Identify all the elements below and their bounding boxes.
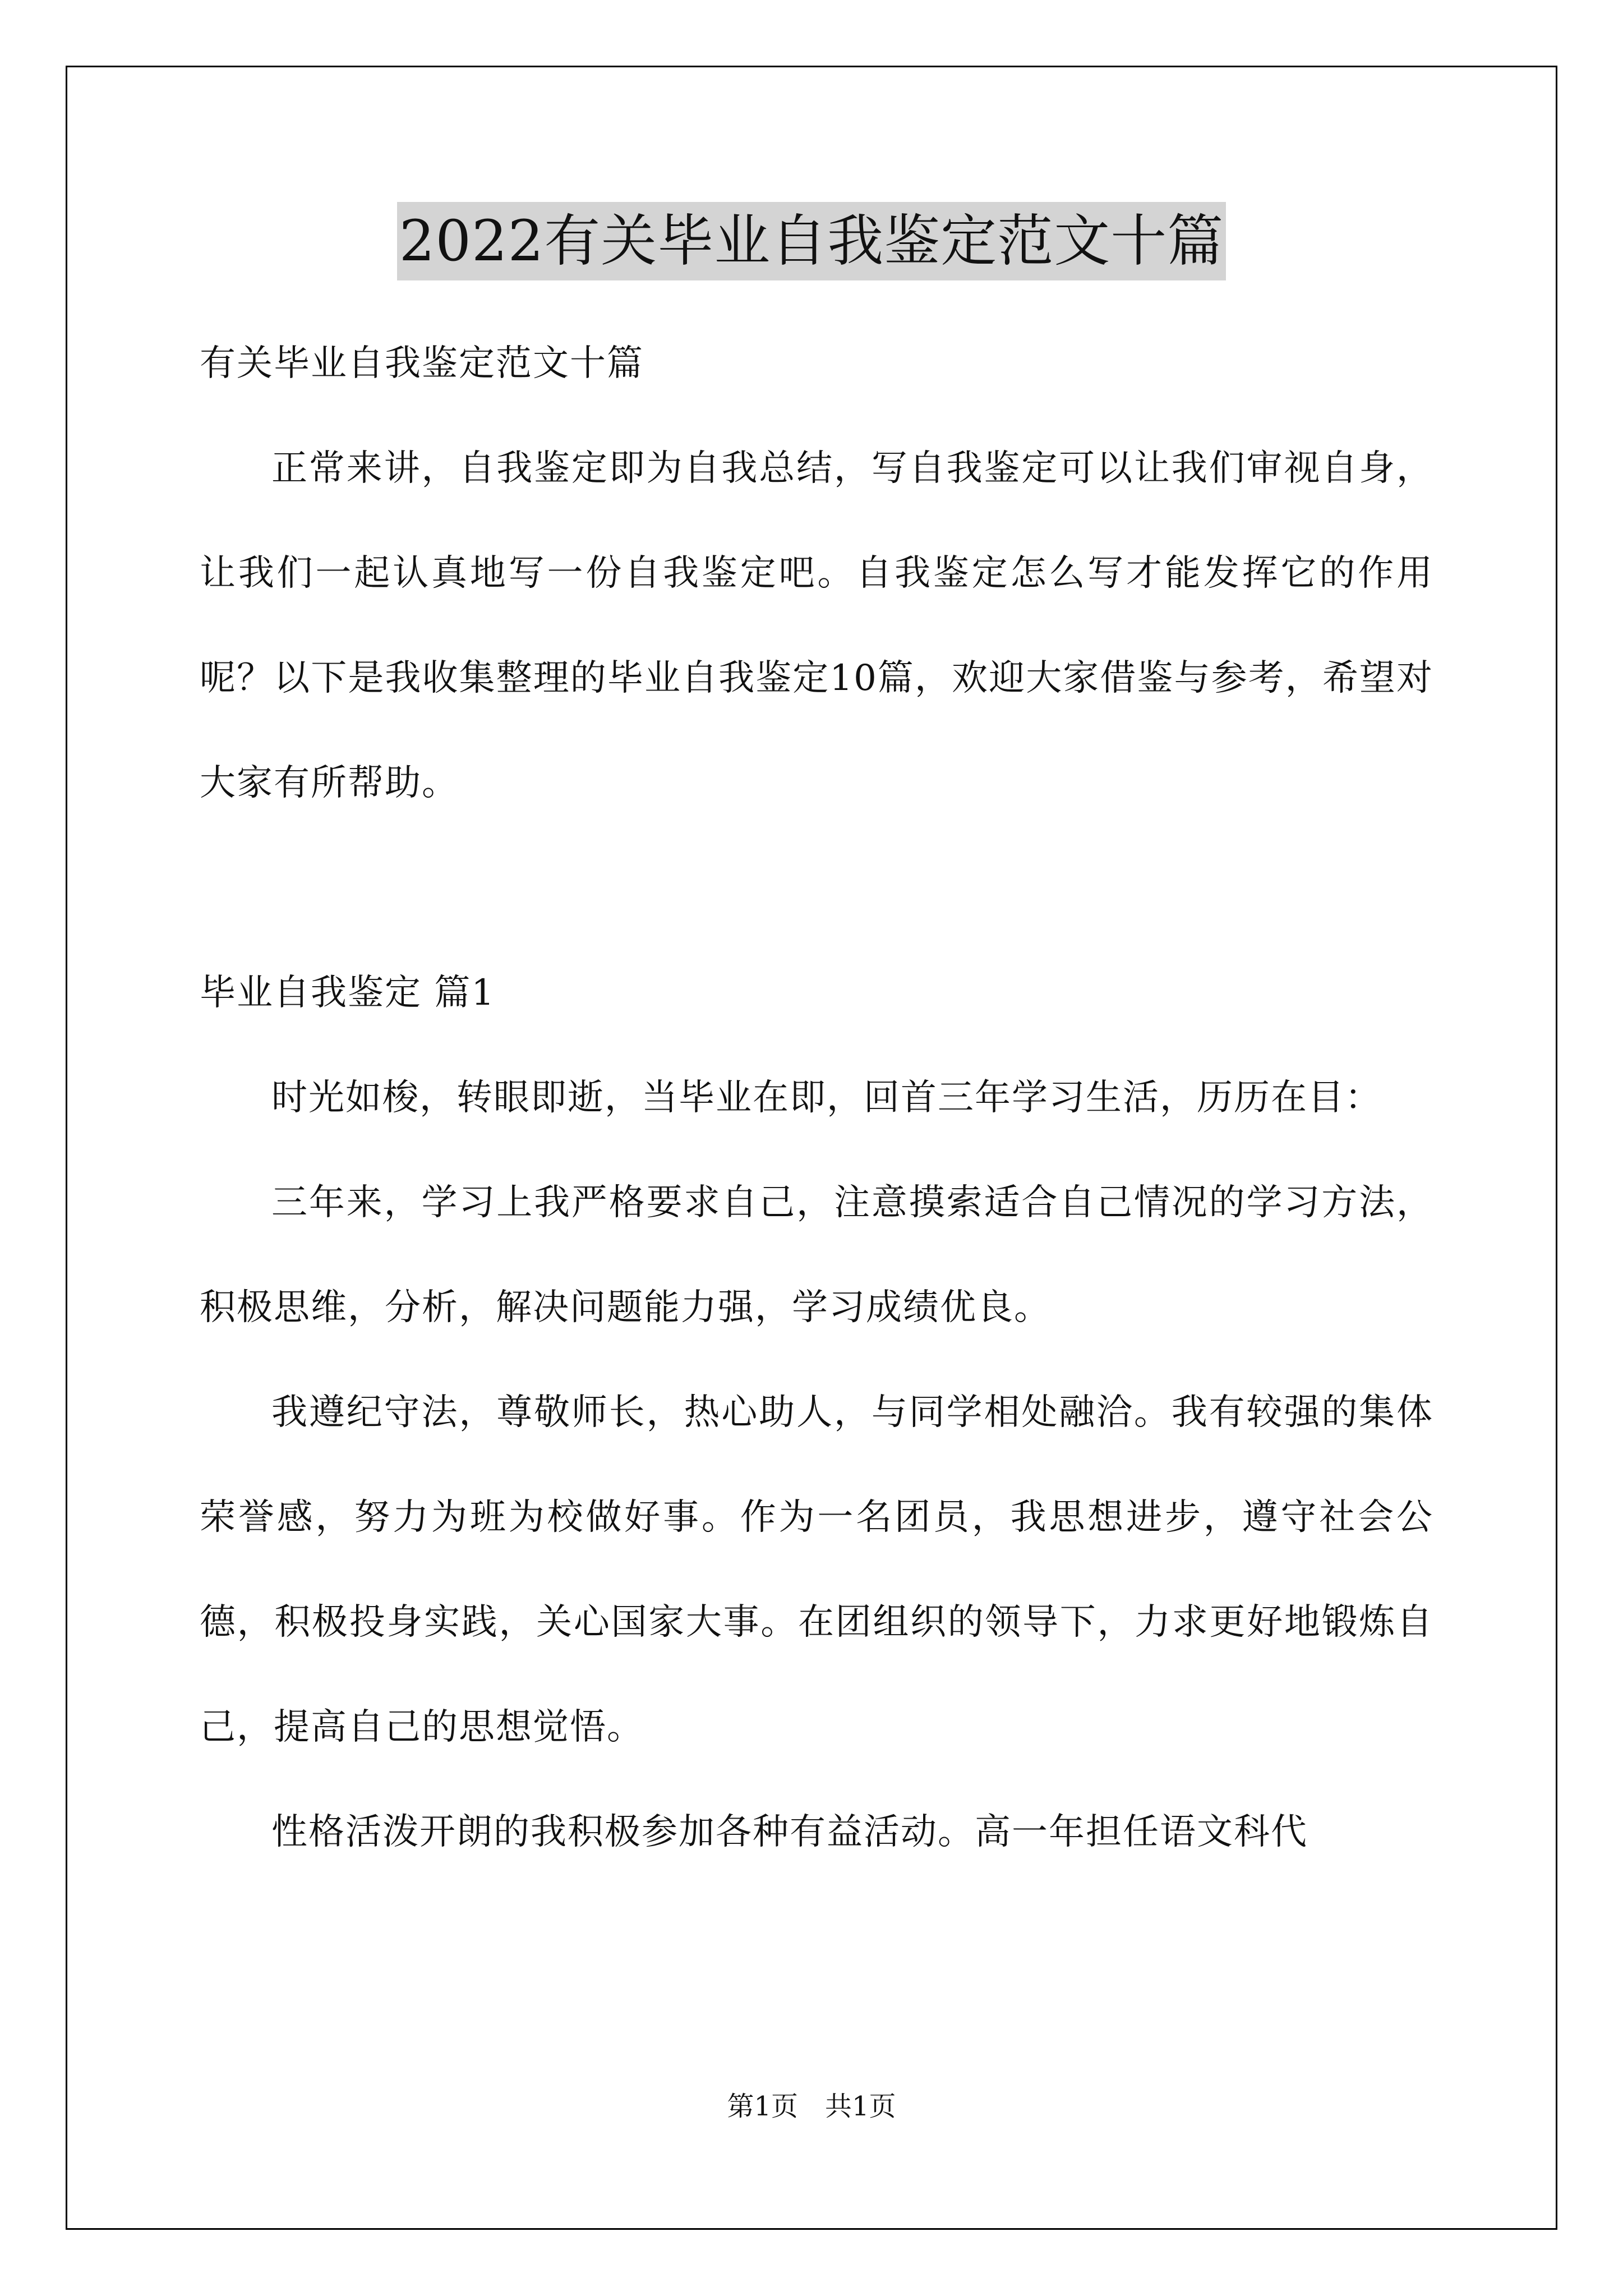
body-paragraph: 我遵纪守法，尊敬师长，热心助人，与同学相处融洽。我有较强的集体荣誉感，努力为班为校做好事。作为一名团员，我思想进步，遵守社会公德，积极投身实践，关心国家大事。在团组织的领导下，力求更好地锻炼自己，提高自己的思想觉悟。 [200, 1392, 1433, 1748]
document-subtitle: 有关毕业自我鉴定范文十篇 [200, 343, 644, 384]
page-number: 第1页 共1页 [727, 2091, 896, 2122]
document-body [200, 311, 1433, 1885]
title-container [0, 202, 1623, 280]
body-paragraph: 三年来，学习上我严格要求自己，注意摸索适合自己情况的学习方法，积极思维，分析，解决问题能力强，学习成绩优良。 [200, 1182, 1433, 1328]
intro-paragraph: 正常来讲，自我鉴定即为自我总结，写自我鉴定可以让我们审视自身，让我们一起认真地写一份自我鉴定吧。自我鉴定怎么写才能发挥它的作用呢？以下是我收集整理的毕业自我鉴定10篇，欢迎大家借鉴与参考，希望对大家有所帮助。 [200, 448, 1433, 804]
section-heading: 毕业自我鉴定 篇1 [200, 972, 496, 1014]
page-footer [0, 2090, 1623, 2123]
document-title: 2022有关毕业自我鉴定范文十篇 [397, 202, 1227, 280]
body-paragraph: 性格活泼开朗的我积极参加各种有益活动。高一年担任语文科代 [271, 1811, 1308, 1853]
body-paragraph: 时光如梭，转眼即逝，当毕业在即，回首三年学习生活，历历在目： [271, 1077, 1382, 1119]
section-spacer [200, 836, 1433, 941]
